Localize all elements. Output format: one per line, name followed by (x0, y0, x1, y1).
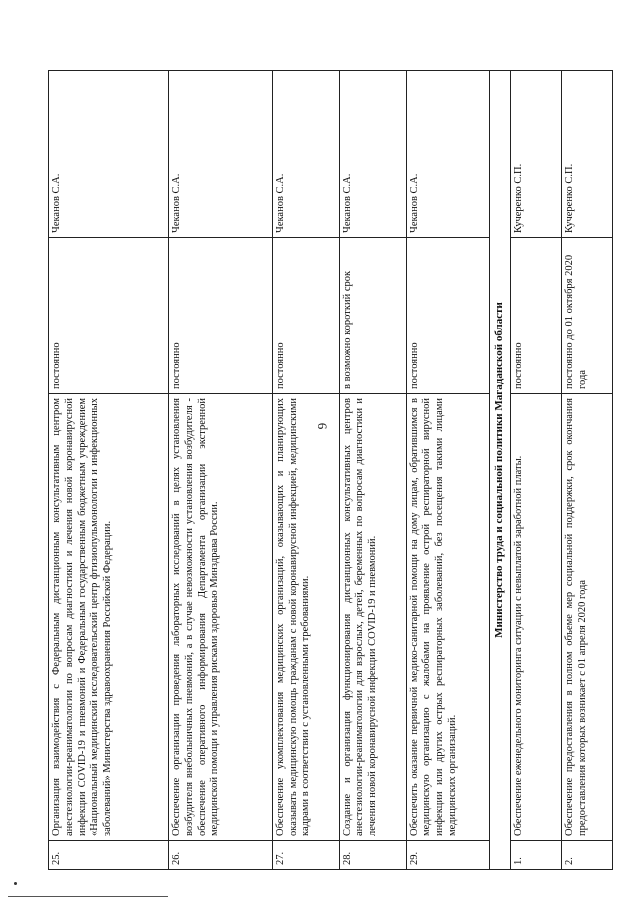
responsible-cell: Чеканов С.А. (406, 71, 489, 238)
measure-text: Обеспечить оказание первичной медико-санитарной помощи на дому лицам, обратившимся в медицинскую организацию с жалобами на проявление острой респираторной вирусной инфекции или других острых респираторных заболеваний, без посещения такими лицами медицинских организаций. (406, 394, 489, 841)
measure-text: Обеспечение укомплектования медицинских организаций, оказывающих и планирующих оказывать медицинскую помощь гражданам с новой коронавирусной инфекцией, медицинскими кадрами в соответствии с установленными требованиями. (272, 394, 339, 841)
footnote-rule (8, 896, 168, 897)
responsible-cell: Кучеренко С.П. (562, 71, 613, 238)
responsible-cell: Чеканов С.А. (168, 71, 272, 238)
term-cell: постоянно (511, 238, 562, 394)
measure-text: Обеспечение еженедельного мониторинга ситуации с невыплатой заработной платы. (511, 394, 562, 841)
rotated-table-page (48, 70, 613, 870)
table-row (272, 71, 339, 870)
row-number: 25. (49, 841, 169, 870)
table-row (511, 71, 562, 870)
section-header: Министерство труда и социальной политики Магаданской области (489, 71, 511, 870)
responsible-cell: Чеканов С.А. (272, 71, 339, 238)
responsible-cell: Чеканов С.А. (49, 71, 169, 238)
term-cell: постоянно (406, 238, 489, 394)
row-number: 27. (272, 841, 339, 870)
measures-table (48, 70, 613, 870)
row-number: 2. (562, 841, 613, 870)
responsible-cell: Кучеренко С.П. (511, 71, 562, 238)
table-row (49, 71, 169, 870)
measure-text: Обеспечение организации проведения лабораторных исследований в целях установления возбудителя внебольничных пневмоний, а в случае невозможности установления возбудителя - обеспечение оперативного информирования Департамента организации экстренной медицинской помощи и управления рисками здоровью Минздрава России. (168, 394, 272, 841)
measure-text: Организация взаимодействия с Федеральным дистанционным консультативным центром анестезиологии-реаниматологии по вопросам диагностики и лечения новой коронавирусной инфекции COVID-19 и пневмоний и Федеральным государственным бюджетным учреждением «Национальный медицинский исследовательский центр фтизиопульмонологии и инфекционных заболеваний» Министерства здравоохранения Российской Федерации. (49, 394, 169, 841)
scan-dot (14, 882, 17, 885)
row-number: 28. (339, 841, 406, 870)
term-cell: постоянно (272, 238, 339, 394)
responsible-cell: Чеканов С.А. (339, 71, 406, 238)
row-number: 29. (406, 841, 489, 870)
term-cell: в возможно короткий срок (339, 238, 406, 394)
table-row (406, 71, 489, 870)
measure-text: Создание и организация функционирования дистанционных консультативных центров анестезиологии-реаниматологии для взрослых, детей, беременных по вопросам диагностики и лечения новой коронавирусной инфекции COVID-19 и пневмоний. (339, 394, 406, 841)
term-cell: постоянно до 01 октября 2020 года (562, 238, 613, 394)
row-number: 1. (511, 841, 562, 870)
table-row (562, 71, 613, 870)
row-number: 26. (168, 841, 272, 870)
page-number: 6 (315, 422, 330, 430)
section-header-row (489, 71, 511, 870)
table-row (168, 71, 272, 870)
table-row (339, 71, 406, 870)
term-cell: постоянно (168, 238, 272, 394)
term-cell: постоянно (49, 238, 169, 394)
measure-text: Обеспечение предоставления в полном объеме мер социальной поддержки, срок окончания предоставления которых возникает с 01 апреля 2020 года (562, 394, 613, 841)
